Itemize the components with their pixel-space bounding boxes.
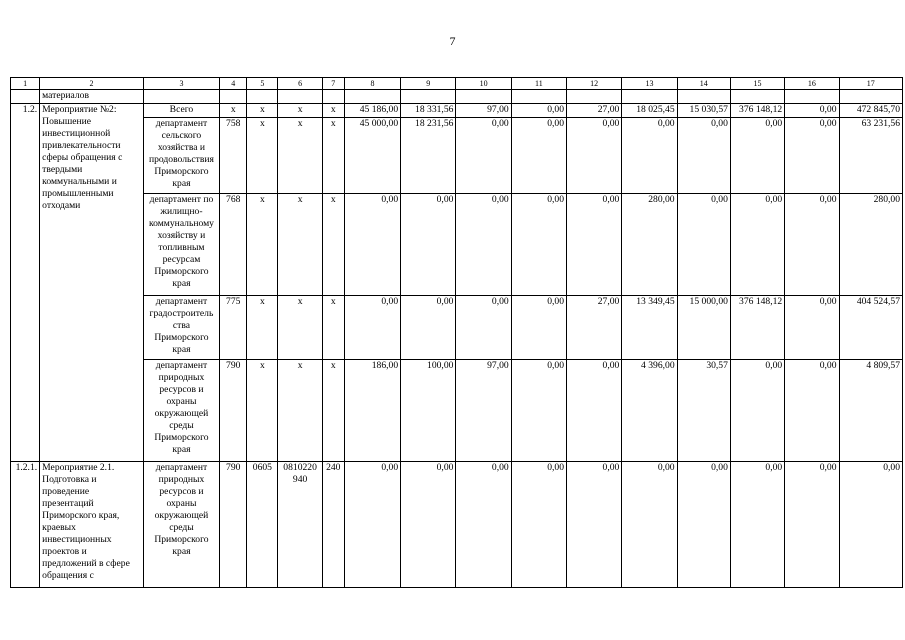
amount-cell: 100,00: [401, 360, 456, 462]
amount-cell: 15 000,00: [677, 296, 730, 360]
header-cell: 7: [322, 78, 344, 90]
header-cell: 6: [278, 78, 322, 90]
amount-cell: 0,00: [344, 462, 400, 588]
amount-cell: 0,00: [677, 462, 730, 588]
amount-cell: 280,00: [839, 194, 903, 296]
header-cell: 16: [785, 78, 839, 90]
table-row: [11, 296, 903, 360]
amount-cell: 0,00: [730, 360, 784, 462]
header-cell: 8: [344, 78, 400, 90]
code-cell: 0605: [247, 462, 278, 588]
amount-cell: 376 148,12: [730, 104, 784, 118]
code-cell: x: [322, 296, 344, 360]
code-cell: 240: [322, 462, 344, 588]
table-row: [11, 118, 903, 194]
amount-cell: 0,00: [839, 462, 903, 588]
amount-cell: 0,00: [344, 296, 400, 360]
code-cell: x: [278, 104, 322, 118]
amount-cell: 0,00: [511, 104, 566, 118]
amount-cell: 45 186,00: [344, 104, 400, 118]
continuation-row: [11, 90, 903, 104]
responsible-org: департамент природных ресурсов и охраны окружающей среды Приморского края: [143, 462, 219, 588]
amount-cell: 0,00: [785, 296, 839, 360]
amount-cell: 0,00: [401, 194, 456, 296]
amount-cell: 30,57: [677, 360, 730, 462]
code-cell: x: [247, 194, 278, 296]
table-row: [11, 462, 903, 588]
responsible-org: департамент по жилищно-коммунальному хозяйству и топливным ресурсам Приморского края: [143, 194, 219, 296]
code-cell: x: [247, 360, 278, 462]
header-cell: 13: [622, 78, 677, 90]
amount-cell: 0,00: [567, 118, 622, 194]
amount-cell: 404 524,57: [839, 296, 903, 360]
amount-cell: 0,00: [567, 360, 622, 462]
header-cell: 11: [511, 78, 566, 90]
code-cell: 768: [220, 194, 247, 296]
header-cell: 14: [677, 78, 730, 90]
responsible-org: департамент сельского хозяйства и продовольствия Приморского края: [143, 118, 219, 194]
amount-cell: 0,00: [677, 118, 730, 194]
responsible-org: Всего: [143, 104, 219, 118]
amount-cell: 0,00: [622, 462, 677, 588]
code-cell: x: [278, 118, 322, 194]
code-cell: x: [322, 194, 344, 296]
amount-cell: 0,00: [511, 296, 566, 360]
budget-table: [10, 77, 903, 588]
amount-cell: 186,00: [344, 360, 400, 462]
event-index: 1.2.: [11, 104, 40, 462]
header-cell: 12: [567, 78, 622, 90]
event-title: Мероприятие №2: Повышение инвестиционной привлекательности сферы обращения с твердыми коммунальными и промышленными отходами: [40, 104, 144, 462]
code-cell: 790: [220, 360, 247, 462]
amount-cell: 0,00: [456, 118, 511, 194]
amount-cell: 0,00: [677, 194, 730, 296]
amount-cell: 0,00: [511, 360, 566, 462]
amount-cell: 0,00: [456, 296, 511, 360]
table-row: [11, 194, 903, 296]
amount-cell: 0,00: [344, 194, 400, 296]
header-cell: 5: [247, 78, 278, 90]
amount-cell: 18 231,56: [401, 118, 456, 194]
amount-cell: 0,00: [456, 462, 511, 588]
continuation-text: материалов: [40, 90, 144, 104]
code-cell: 0810220 940: [278, 462, 322, 588]
amount-cell: 13 349,45: [622, 296, 677, 360]
amount-cell: 0,00: [730, 194, 784, 296]
header-cell: 2: [40, 78, 144, 90]
header-cell: 9: [401, 78, 456, 90]
code-cell: x: [322, 104, 344, 118]
amount-cell: 0,00: [785, 194, 839, 296]
table-row: [11, 360, 903, 462]
amount-cell: 0,00: [785, 104, 839, 118]
amount-cell: 27,00: [567, 296, 622, 360]
code-cell: 775: [220, 296, 247, 360]
code-cell: x: [278, 194, 322, 296]
header-cell: 10: [456, 78, 511, 90]
header-cell: 17: [839, 78, 903, 90]
amount-cell: 0,00: [511, 194, 566, 296]
code-cell: x: [247, 104, 278, 118]
header-cell: 1: [11, 78, 40, 90]
amount-cell: 45 000,00: [344, 118, 400, 194]
amount-cell: 4 396,00: [622, 360, 677, 462]
header-cell: 15: [730, 78, 784, 90]
amount-cell: 63 231,56: [839, 118, 903, 194]
amount-cell: 0,00: [511, 462, 566, 588]
responsible-org: департамент градостроитель ства Приморского края: [143, 296, 219, 360]
amount-cell: 0,00: [567, 462, 622, 588]
code-cell: 758: [220, 118, 247, 194]
amount-cell: 0,00: [730, 118, 784, 194]
amount-cell: 472 845,70: [839, 104, 903, 118]
amount-cell: 18 025,45: [622, 104, 677, 118]
code-cell: x: [247, 296, 278, 360]
header-row: [11, 78, 903, 90]
amount-cell: 15 030,57: [677, 104, 730, 118]
code-cell: 790: [220, 462, 247, 588]
code-cell: x: [322, 360, 344, 462]
code-cell: x: [322, 118, 344, 194]
event-title: Мероприятие 2.1. Подготовка и проведение презентаций Приморского края, краевых инвестиционных проектов и предложений в сфере обращения с: [40, 462, 144, 588]
amount-cell: 0,00: [785, 462, 839, 588]
amount-cell: 27,00: [567, 104, 622, 118]
amount-cell: 0,00: [730, 462, 784, 588]
amount-cell: 18 331,56: [401, 104, 456, 118]
amount-cell: 4 809,57: [839, 360, 903, 462]
amount-cell: 280,00: [622, 194, 677, 296]
header-cell: 3: [143, 78, 219, 90]
amount-cell: 97,00: [456, 360, 511, 462]
amount-cell: 0,00: [567, 194, 622, 296]
amount-cell: 97,00: [456, 104, 511, 118]
amount-cell: 0,00: [785, 360, 839, 462]
amount-cell: 0,00: [511, 118, 566, 194]
code-cell: x: [220, 104, 247, 118]
page-number: 7: [449, 34, 456, 48]
amount-cell: 0,00: [785, 118, 839, 194]
amount-cell: 0,00: [456, 194, 511, 296]
code-cell: x: [247, 118, 278, 194]
responsible-org: департамент природных ресурсов и охраны окружающей среды Приморского края: [143, 360, 219, 462]
amount-cell: 376 148,12: [730, 296, 784, 360]
amount-cell: 0,00: [622, 118, 677, 194]
table-row: [11, 104, 903, 118]
amount-cell: 0,00: [401, 462, 456, 588]
code-cell: x: [278, 296, 322, 360]
code-cell: x: [278, 360, 322, 462]
event-index: 1.2.1.: [11, 462, 40, 588]
header-cell: 4: [220, 78, 247, 90]
amount-cell: 0,00: [401, 296, 456, 360]
